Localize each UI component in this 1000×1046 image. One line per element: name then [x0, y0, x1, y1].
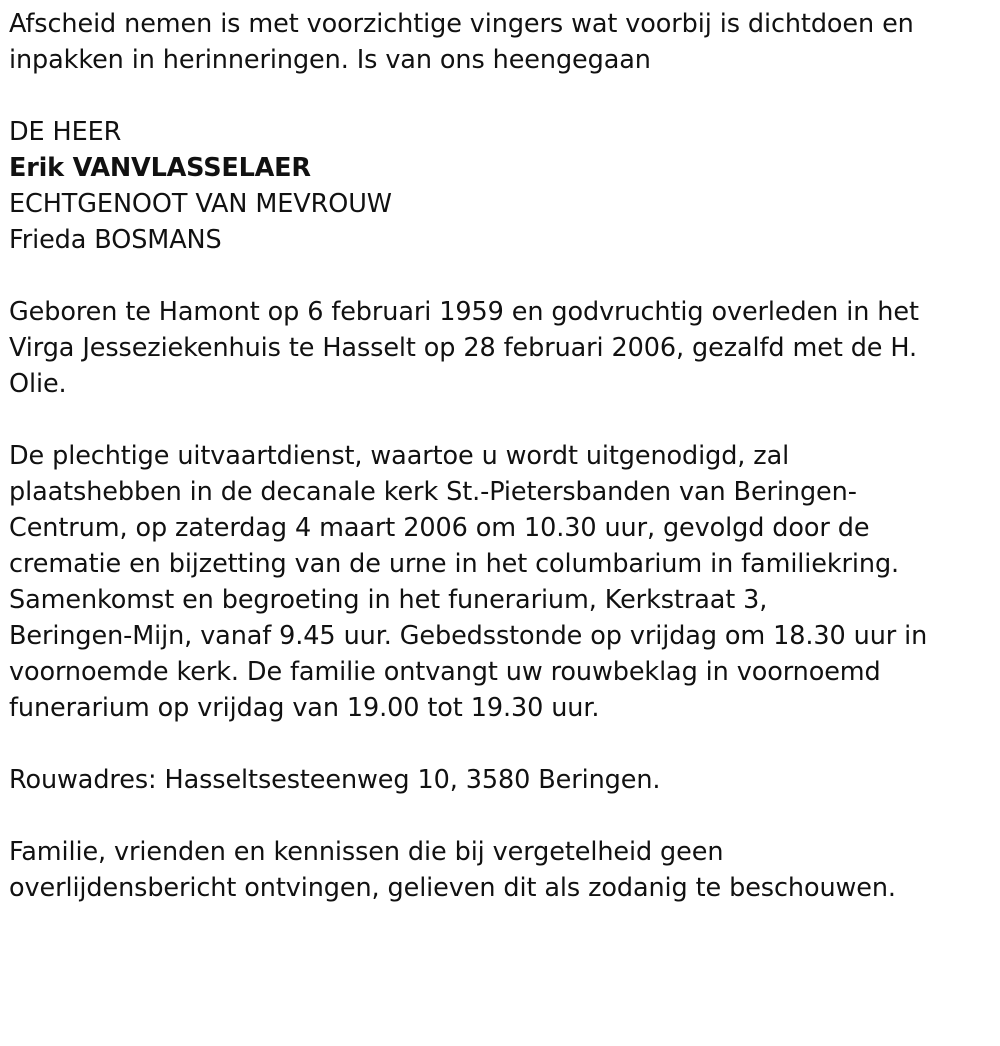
- closing-notice-line: overlijdensbericht ontvingen, gelieven dit als zodanig te beschouwen.: [9, 873, 896, 903]
- opening-verse: [9, 6, 986, 78]
- service-details-line: crematie en bijzetting van de urne in het columbarium in familiekring.: [9, 549, 900, 579]
- closing-notice: [9, 834, 986, 906]
- deceased-title: DE HEER: [9, 117, 122, 147]
- service-details-line: voornoemde kerk. De familie ontvangt uw rouwbeklag in voornoemd: [9, 657, 881, 687]
- life-details-line: Olie.: [9, 369, 67, 399]
- service-details-line: Samenkomst en begroeting in het funerarium, Kerkstraat 3,: [9, 585, 768, 615]
- life-details-line: Virga Jesseziekenhuis te Hasselt op 28 februari 2006, gezalfd met de H.: [9, 333, 918, 363]
- deceased-identity: [9, 114, 986, 258]
- life-details: [9, 294, 986, 402]
- mourning-address: [9, 762, 986, 798]
- mourning-address-line: Rouwadres: Hasseltsesteenweg 10, 3580 Beringen.: [9, 765, 661, 795]
- service-details: [9, 438, 986, 726]
- spouse-relation-label: ECHTGENOOT VAN MEVROUW: [9, 189, 392, 219]
- spouse-name: Frieda BOSMANS: [9, 225, 222, 255]
- life-details-line: Geboren te Hamont op 6 februari 1959 en godvruchtig overleden in het: [9, 297, 919, 327]
- service-details-line: plaatshebben in de decanale kerk St.-Pietersbanden van Beringen-: [9, 477, 857, 507]
- service-details-line: funerarium op vrijdag van 19.00 tot 19.30 uur.: [9, 693, 600, 723]
- service-details-line: Centrum, op zaterdag 4 maart 2006 om 10.30 uur, gevolgd door de: [9, 513, 870, 543]
- closing-notice-line: Familie, vrienden en kennissen die bij vergetelheid geen: [9, 837, 724, 867]
- opening-verse-line: Afscheid nemen is met voorzichtige vingers wat voorbij is dichtdoen en: [9, 9, 914, 39]
- service-details-line: Beringen-Mijn, vanaf 9.45 uur. Gebedsstonde op vrijdag om 18.30 uur in: [9, 621, 928, 651]
- deceased-name: Erik VANVLASSELAER: [9, 153, 311, 183]
- service-details-line: De plechtige uitvaartdienst, waartoe u wordt uitgenodigd, zal: [9, 441, 790, 471]
- opening-verse-line: inpakken in herinneringen. Is van ons heengegaan: [9, 45, 651, 75]
